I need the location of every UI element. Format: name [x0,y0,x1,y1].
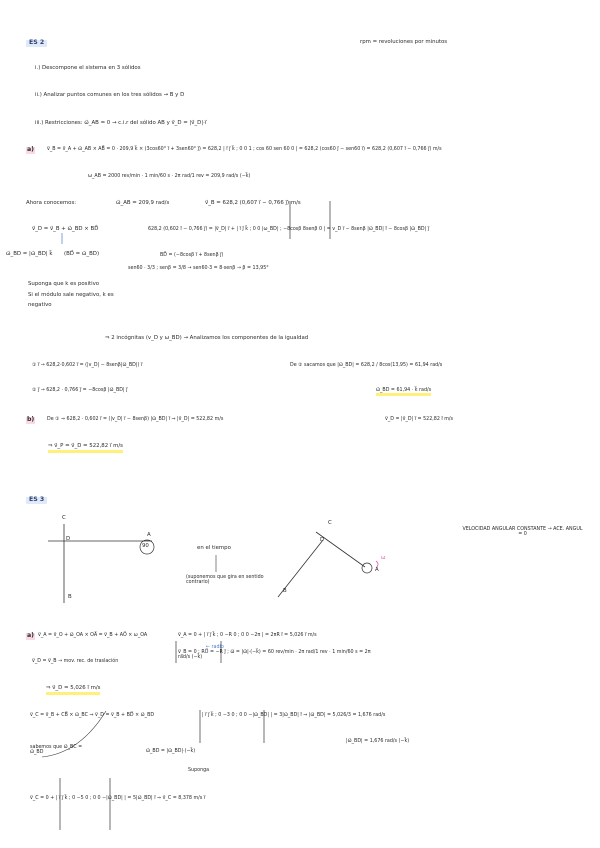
vd-result: v⃗_D = |v⃗_D| i⃗ = 522,82 i⃗ m/s [385,417,454,422]
rpm-note: rpm = revoluciones por minutos [360,39,448,45]
omega-bd-k-3: ω⃗_BD = |ω⃗_BD|·(−k⃗) [146,749,196,754]
part-a3-label: a) [27,632,35,639]
component-i-result: De ② sacamos que |ω⃗_BD| = 628,2 / 8cos(13,95) = 61,94 rad/s [290,363,443,368]
point-b-right: B [283,588,287,594]
vp-final: ⇒ v⃗_P = v⃗_D = 522,82 i⃗ m/s [48,444,123,453]
constant-note: VELOCIDAD ANGULAR CONSTANTE → ACE. ANGUL = 0 [462,527,583,538]
eq-omega-ab: ω_AB = 2000 rev/min · 1 min/60 s · 2π rad/1 rev = 209,9 rad/s (−k⃗) [88,174,251,179]
part-b-label: b) [27,416,35,423]
suppose-2: Si el módulo sale negativo, k es [28,292,114,298]
omega-bd-result: ω⃗_BD = 61,94 · k⃗ rad/s [376,388,431,396]
step-i: i.) Descompone el sistema en 3 sólidos [35,65,141,71]
step-ii: ii.) Analizar puntos comunes en los tres sólidos → B y D [35,92,185,98]
vc-final: v⃗_C = 0 + | i⃗ j⃗ k⃗ ; 0 −5 0 ; 0 0 −|ω⃗_BD| | = 5|ω⃗_BD| i⃗ ⇒ v⃗_C = 8,378 m/s i⃗ [30,796,206,801]
va-notes: v⃗_B = 0 ; RO⃗ = −R j⃗ ; ω⃗ = |ω⃗|·(−k⃗) = 60 rev/min · 2π rad/1 rev · 1 min/60 s = 2π rad/s (−k⃗) [178,650,371,661]
eq-vd: v⃗_D = v⃗_B + ω⃗_BD × BD⃗ [32,226,99,232]
point-a-left: A [147,532,151,538]
step-iii: iii.) Restricciones: ω⃗_AB = 0 → c.i.r del sólido AB y v⃗_D = |v⃗_D|·i⃗ [35,120,207,126]
radio-note: ← radio [206,645,224,650]
eq-b: De ① ⇒ 628,2 · 0,602 i⃗ = (|v_D| i⃗ − 8senβ) |ω⃗_BD| i⃗ ⇒ |v⃗_D| = 522,82 m/s [47,417,224,422]
point-b-left: B [68,594,72,600]
vd-translation: v⃗_D = v⃗_B → mov. rec. de traslación [32,659,119,664]
eq-vd-expanded: 628,2 (0,602 i⃗ − 0,766 j⃗) = |v⃗_D| i⃗ + | i⃗ j⃗ k⃗ ; 0 0 |ω_BD| ; −8cosβ 8senβ 0 | = v_D i⃗ − 8senβ |ω⃗_BD| i⃗ − 8cosβ |ω⃗_BD| j⃗ [148,227,430,232]
wheel-circle-2 [362,563,372,573]
time-label: en el tiempo [197,545,231,551]
omega-symbol: ω [381,555,386,561]
component-j: ② j⃗ → 628,2 · 0,766 j⃗ = −8cosβ |ω⃗_BD| j⃗ [32,388,128,393]
angle-90: 90 [142,543,149,549]
eq-vb: v⃗_B = v⃗_A + ω⃗_AB × AB⃗ = 0 · 209,9 k⃗ × (3cos60° i⃗ + 3sen60° j⃗) = 628,2 | i⃗ j⃗ k⃗ ; 0 0 1 ; cos 60 sen 60 0 | = 628,2 (cos60 j⃗ − sen60 i⃗) = 628,2 (0,607 i⃗ − 0,766 j⃗) m/s [47,147,442,152]
vd-result-3: ⇒ v⃗_D = 5,026 i⃗ m/s [46,686,100,695]
vc-matrix: | i⃗ j⃗ k⃗ ; 0 −3 0 ; 0 0 −|ω⃗_BD| | = 3|ω⃗_BD| i⃗ ⇒ |ω⃗_BD| = 5,026/3 = 1,676 rad/s [202,713,386,718]
beta-calc: sen60 · 3/3 ; senβ = 3/8 → sen60·3 = 8·senβ → β = 13,95° [128,266,269,271]
suppose-3: Suponga [188,768,210,773]
omega-bd-k: ω⃗_BD = |ω⃗_BD| k⃗ [6,251,53,257]
va-matrix: v⃗_A = 0 + | i⃗ j⃗ k⃗ ; 0 −R 0 ; 0 0 −2π | = 2πR i⃗ = 5,026 i⃗ m/s [178,633,317,638]
exercise-2-label: ES 2 [26,40,47,47]
suppose-rotation: (suponemos que gira en sentido contrario) [186,575,264,586]
eq-va: v⃗_A = v⃗_O + ω⃗_OA × OA⃗ = v⃗_B + AO⃗ × ω_OA [38,633,148,638]
exercise-3-label: ES 3 [26,497,47,504]
part-a-label: a) [27,146,35,153]
point-a-right: A [375,567,379,573]
point-d-right: D [320,537,325,543]
component-i: ① i⃗ → 628,2·0,602 i⃗ = (|v_D| − 8senβ|ω⃗_BD|) i⃗ [32,363,143,368]
bd-def: (BD⃗ = ω⃗_BD) [64,251,100,257]
point-c-left: C [62,515,66,521]
known-vb: v⃗_B = 628,2 (0,607 i⃗ − 0,766 j⃗) m/s [205,200,301,206]
omega-bd-3: |ω⃗_BD| = 1,676 rad/s (−k⃗) [346,739,410,744]
suppose-3: negativo [28,302,52,308]
vc-equation: v⃗_C = v⃗_B + CB⃗ × ω⃗_BC ⇒ v⃗_D = v⃗_B + BD⃗ × ω⃗_BD [30,713,155,718]
suppose-1: Suponga que k es positivo [28,281,100,287]
known-omega: ω⃗_AB = 209,9 rad/s [116,200,170,206]
knowing-note: sabemos que ω⃗_BC = ω⃗_BD [30,745,83,756]
bd-vector: BD⃗ = (−8cosβ i⃗ + 8senβ j⃗) [160,253,224,258]
unknowns-line: ⇒ 2 incógnitas (v_D y ω_BD) → Analizamos los componentes de la igualdad [105,335,309,341]
known-label: Ahora conocemos: [26,200,77,206]
point-d-left: D [66,536,71,542]
point-c-right: C [328,520,332,526]
